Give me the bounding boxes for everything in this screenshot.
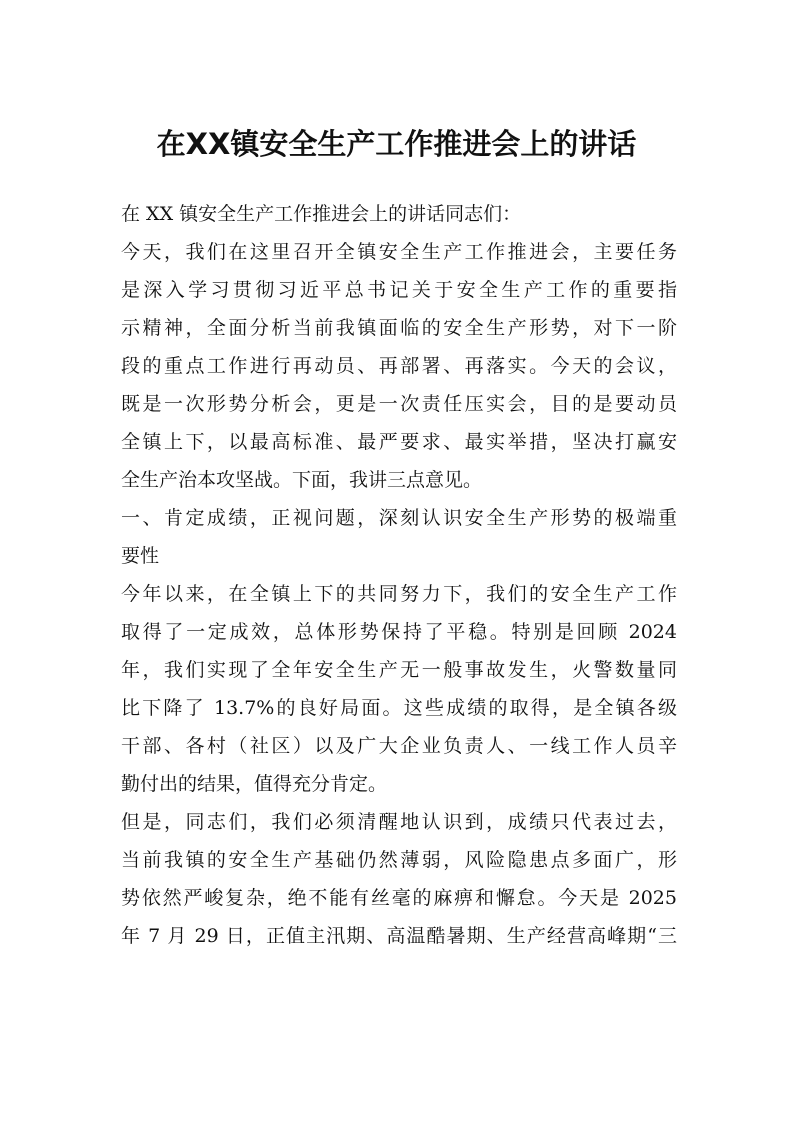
document-title: 在XX镇安全生产工作推进会上的讲话 [156,127,637,161]
text-line: 当前我镇的安全生产基础仍然薄弱，风险隐患点多面广，形 [121,849,677,871]
text-line: 势依然严峻复杂，绝不能有丝毫的麻痹和懈怠。今天是 2025 [121,887,677,909]
text-line: 在 XX 镇安全生产工作推进会上的讲话同志们： [121,203,522,225]
text-line: 但是，同志们，我们必须清醒地认识到，成绩只代表过去， [121,811,677,833]
text-line: 干部、各村（社区）以及广大企业负责人、一线工作人员辛 [121,735,677,757]
text-line: 今年以来，在全镇上下的共同努力下，我们的安全生产工作 [121,583,677,605]
text-line: 是深入学习贯彻习近平总书记关于安全生产工作的重要指 [121,279,677,301]
text-line: 今天，我们在这里召开全镇安全生产工作推进会，主要任务 [121,241,677,263]
text-line: 勤付出的结果，值得充分肯定。 [121,773,388,795]
text-line: 取得了一定成效，总体形势保持了平稳。特别是回顾 2024 [121,621,677,643]
section-heading-line: 要性 [121,545,160,567]
text-line: 年 7 月 29 日，正值主汛期、高温酷暑期、生产经营高峰期“三 [121,925,677,947]
text-line: 既是一次形势分析会，更是一次责任压实会，目的是要动员 [121,393,677,415]
text-line: 比下降了 13.7%的良好局面。这些成绩的取得，是全镇各级 [121,697,677,719]
text-line: 全生产治本攻坚战。下面，我讲三点意见。 [121,469,483,491]
text-line: 全镇上下，以最高标准、最严要求、最实举措，坚决打赢安 [121,431,677,453]
text-line: 示精神，全面分析当前我镇面临的安全生产形势，对下一阶 [121,317,677,339]
document-body [121,195,677,955]
text-line: 年，我们实现了全年安全生产无一般事故发生，火警数量同 [121,659,677,681]
section-heading-line: 一、肯定成绩，正视问题，深刻认识安全生产形势的极端重 [121,507,677,529]
text-line: 段的重点工作进行再动员、再部署、再落实。今天的会议， [121,355,677,377]
